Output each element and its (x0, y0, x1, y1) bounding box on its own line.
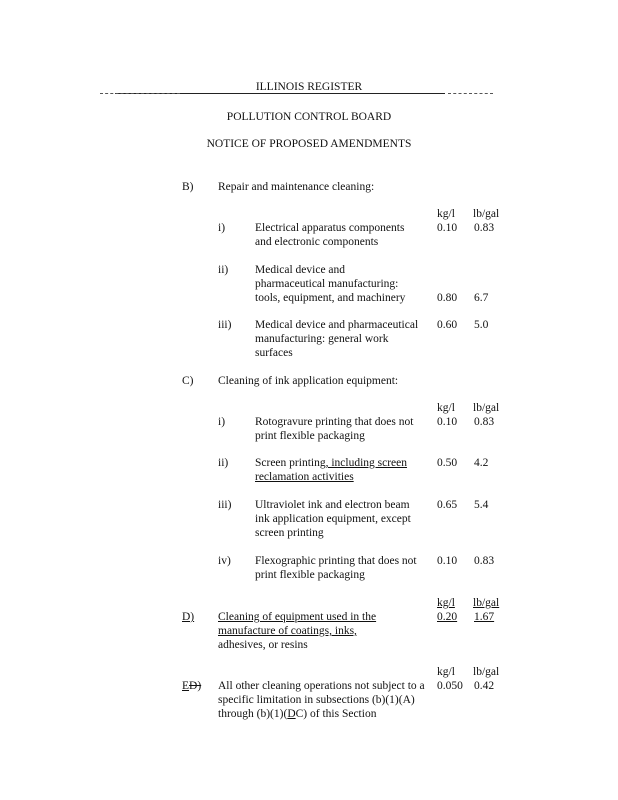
c-item-1-num: i) (218, 416, 226, 428)
b-item-2-line1: Medical device and (255, 264, 346, 276)
units-kg: kg/l (437, 208, 455, 220)
section-e-line3-inserted: D (287, 708, 296, 720)
b-item-2-line3: tools, equipment, and machinery (255, 292, 406, 304)
section-e-line2: specific limitation in subsections (b)(1)(A) (218, 694, 415, 706)
c-item-4-lb: 0.83 (474, 555, 495, 567)
b-item-1-kg: 0.10 (437, 222, 458, 234)
b-item-2-lb: 6.7 (474, 292, 489, 304)
c-item-1-kg: 0.10 (437, 416, 458, 428)
section-e-lb: 0.42 (474, 680, 495, 692)
section-e-label-old: D) (189, 680, 202, 692)
b-item-3-kg: 0.60 (437, 319, 458, 331)
section-d-line2: manufacture of coatings, inks, (218, 625, 357, 637)
c-item-3-lb: 5.4 (474, 499, 489, 511)
board-title: POLLUTION CONTROL BOARD (226, 111, 392, 123)
b-item-1-lb: 0.83 (474, 222, 495, 234)
c-item-3-kg: 0.65 (437, 499, 458, 511)
b-item-1-num: i) (218, 222, 226, 234)
c-item-4-num: iv) (218, 555, 231, 567)
register-title: ILLINOIS REGISTER (255, 81, 363, 93)
b-item-3-line3: surfaces (255, 347, 293, 359)
c-item-1-line2: print flexible packaging (255, 430, 365, 442)
c-item-4-kg: 0.10 (437, 555, 458, 567)
c-item-3-line2: ink application equipment, except (255, 513, 411, 525)
b-item-3-lb: 5.0 (474, 319, 489, 331)
c-item-2-num: ii) (218, 457, 229, 469)
section-e-label (182, 679, 201, 693)
b-item-3-line1: Medical device and pharmaceutical (255, 319, 419, 331)
section-e-line3-a: through (b)(1)( (218, 708, 288, 720)
b-item-1-line2: and electronic components (255, 236, 379, 248)
section-c-label: C) (182, 375, 194, 387)
units-kg-d: kg/l (437, 597, 455, 609)
b-item-2-num: ii) (218, 264, 229, 276)
units-kg-c: kg/l (437, 402, 455, 414)
c-item-3-num: iii) (218, 499, 232, 511)
section-d-label: D) (182, 611, 195, 623)
units-lb-c: lb/gal (473, 402, 500, 414)
units-lb: lb/gal (473, 208, 500, 220)
c-item-2-kg: 0.50 (437, 457, 458, 469)
c-item-2-line2: reclamation activities (255, 471, 354, 483)
notice-title: NOTICE OF PROPOSED AMENDMENTS (206, 138, 412, 150)
section-b-title: Repair and maintenance cleaning: (218, 181, 375, 193)
section-e-line3-c: C) of this Section (295, 708, 377, 720)
c-item-2-line1-inserted: , including screen (325, 457, 408, 469)
c-item-3-line3: screen printing (255, 527, 324, 539)
section-d-kg: 0.20 (437, 611, 458, 623)
section-d-line3: adhesives, or resins (218, 639, 308, 651)
section-e-kg: 0.050 (434, 679, 463, 693)
c-item-2-line1-a: Screen printing (255, 457, 326, 469)
c-item-2-line1 (255, 456, 407, 470)
c-item-1-line1: Rotogravure printing that does not (255, 416, 414, 428)
c-item-3-line1: Ultraviolet ink and electron beam (255, 499, 410, 511)
units-lb-d: lb/gal (473, 597, 500, 609)
b-item-2-kg: 0.80 (437, 292, 458, 304)
c-item-2-lb: 4.2 (474, 457, 489, 469)
header-dash-right (448, 93, 493, 94)
section-d-lb: 1.67 (474, 611, 495, 623)
b-item-3-line2: manufacturing: general work (255, 333, 389, 345)
section-e-line1: All other cleaning operations not subject to a (218, 680, 425, 692)
header-dash-left (100, 93, 180, 94)
b-item-1-line1: Electrical apparatus components (255, 222, 405, 234)
c-item-4-line2: print flexible packaging (255, 569, 365, 581)
c-item-4-line1: Flexographic printing that does not (255, 555, 417, 567)
b-item-3-num: iii) (218, 319, 232, 331)
section-c-title: Cleaning of ink application equipment: (218, 375, 399, 387)
b-item-2-line2: pharmaceutical manufacturing: (255, 278, 399, 290)
section-e-line3 (218, 707, 376, 721)
section-d-line1: Cleaning of equipment used in the (218, 611, 377, 623)
c-item-1-lb: 0.83 (474, 416, 495, 428)
units-kg-e: kg/l (437, 666, 455, 678)
units-lb-e: lb/gal (473, 666, 500, 678)
section-e-label-new: E (182, 680, 190, 692)
section-b-label: B) (182, 181, 194, 193)
